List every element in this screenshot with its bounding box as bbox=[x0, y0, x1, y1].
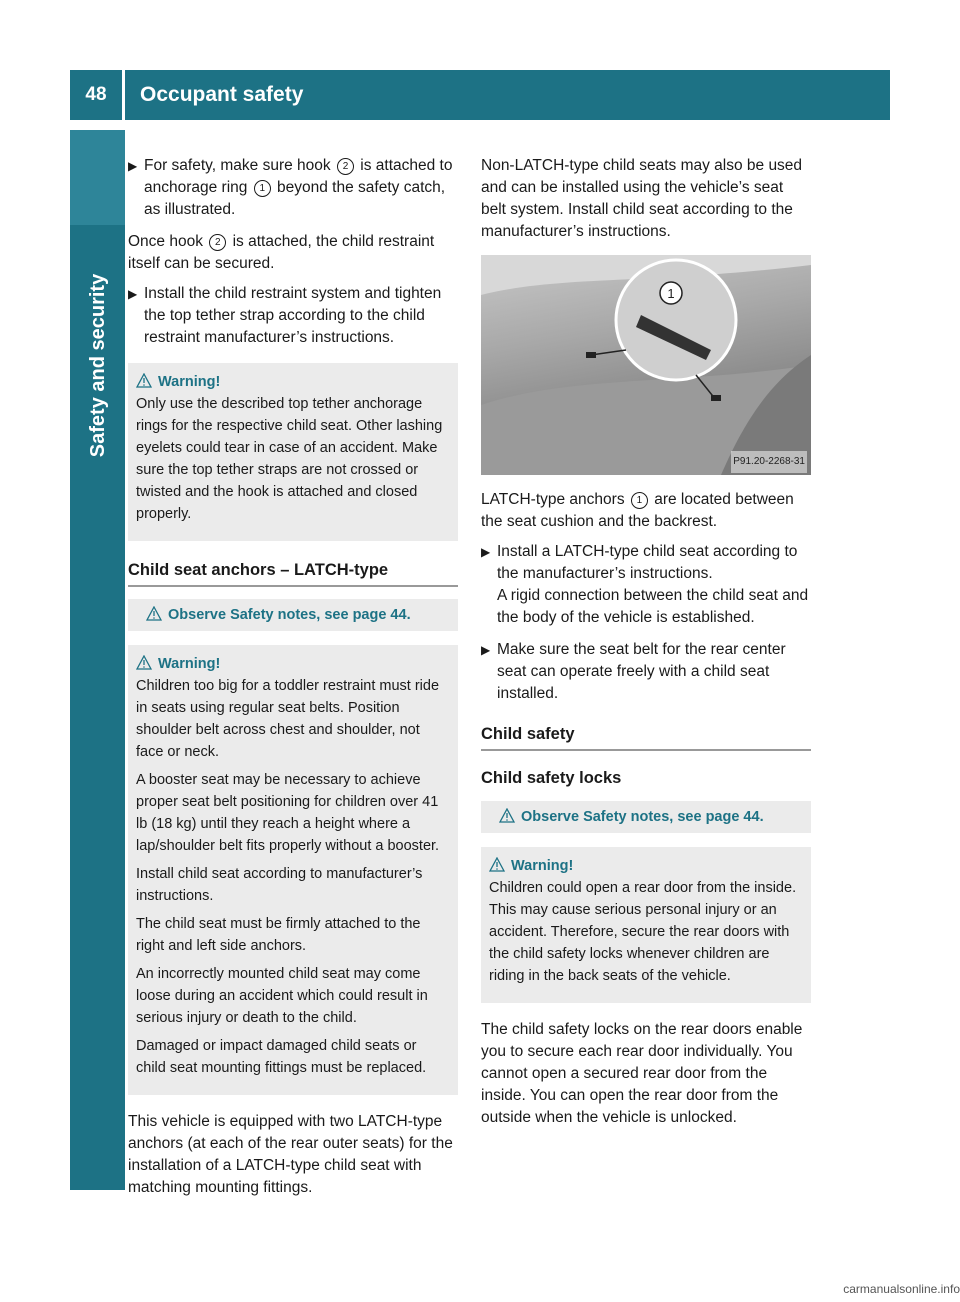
callout-2-icon: 2 bbox=[209, 234, 226, 251]
paragraph: Once hook 2 is attached, the child restraint itself can be secured. bbox=[128, 233, 435, 272]
page-number: 48 bbox=[70, 70, 125, 120]
warning-text: A booster seat may be necessary to achieve proper seat belt positioning for children over 41 lb (18 kg) until they reach a height where a lap/shoulder belt fits properly without a booster. bbox=[136, 772, 440, 854]
warning-text: Children could open a rear door from the inside. This may cause serious personal injury or an accident. Therefore, secure the rear doors with the child safety locks whenever children are riding in the back seats of the vehicle. bbox=[489, 880, 797, 984]
step-arrow-icon: ▶ bbox=[128, 159, 138, 173]
warning-box bbox=[128, 363, 458, 541]
paragraph: LATCH-type anchors 1 are located between the seat cushion and the backrest. bbox=[481, 491, 794, 530]
warning-triangle-icon bbox=[489, 857, 505, 872]
observe-note: Observe Safety notes, see page 44. bbox=[481, 801, 811, 833]
step-arrow-icon: ▶ bbox=[128, 287, 138, 301]
warning-text: Damaged or impact damaged child seats or child seat mounting fittings must be replaced. bbox=[136, 1038, 427, 1076]
paragraph: The child safety locks on the rear doors enable you to secure each rear door individually. You cannot open a secured rear door from the inside. You can open the rear door from the outside when the vehicle is unlocked. bbox=[481, 1021, 803, 1126]
warning-triangle-icon bbox=[146, 606, 162, 621]
paragraph: This vehicle is equipped with two LATCH-type anchors (at each of the rear outer seats) for the installation of a LATCH-type child seat with matching mounting fittings. bbox=[128, 1113, 453, 1196]
warning-text: Children too big for a toddler restraint must ride in seats using regular seat belts. Position shoulder belt across chest and shoulder, not face or neck. bbox=[136, 678, 440, 760]
observe-note: Observe Safety notes, see page 44. bbox=[128, 599, 458, 631]
callout-1-icon: 1 bbox=[254, 180, 271, 197]
callout-2-icon: 2 bbox=[337, 158, 354, 175]
warning-text: Install child seat according to manufacturer’s instructions. bbox=[136, 866, 423, 904]
callout-1-icon: 1 bbox=[631, 492, 648, 509]
warning-box bbox=[481, 847, 811, 1003]
warning-text: The child seat must be firmly attached to the right and left side anchors. bbox=[136, 916, 421, 954]
section-heading: Child safety bbox=[481, 723, 811, 751]
step-arrow-icon: ▶ bbox=[481, 545, 491, 559]
subsection-heading: Child safety locks bbox=[481, 769, 622, 787]
side-tab-label: Safety and security bbox=[87, 273, 110, 457]
step: ▶ For safety, make sure hook 2 is attached to anchorage ring 1 beyond the safety catch, as illustrated. bbox=[128, 157, 453, 218]
warning-text: Only use the described top tether anchorage rings for the respective child seat. Other lashing eyelets could tear in case of an accident. Make sure the top tether straps are not crossed or twisted and the hook is attached and closed properly. bbox=[136, 396, 443, 522]
warning-triangle-icon bbox=[499, 808, 515, 823]
warning-box bbox=[128, 645, 458, 1095]
right-column bbox=[481, 155, 811, 1137]
footer-watermark[interactable]: carmanualsonline.info bbox=[843, 1282, 960, 1296]
side-tab-label-wrap bbox=[85, 250, 113, 480]
warning-text: An incorrectly mounted child seat may come loose during an accident which could result in serious injury or death to the child. bbox=[136, 966, 428, 1026]
step-arrow-icon: ▶ bbox=[481, 643, 491, 657]
warning-title: Warning! bbox=[511, 855, 803, 877]
paragraph: Non-LATCH-type child seats may also be used and can be installed using the vehicle’s seat belt system. Install child seat according to the manufacturer’s instructions. bbox=[481, 157, 803, 240]
step: ▶ Install a LATCH-type child seat according to the manufacturer’s instructions. A rigid connection between the child seat and the body of the vehicle is established. bbox=[481, 543, 809, 626]
section-heading: Child seat anchors – LATCH-type bbox=[128, 559, 458, 587]
latch-anchor-illustration bbox=[481, 255, 811, 475]
section-title: Occupant safety bbox=[140, 83, 304, 106]
warning-triangle-icon bbox=[136, 373, 152, 388]
photo-code: P91.20-2268-31 bbox=[731, 451, 807, 473]
side-tab-block bbox=[70, 130, 125, 225]
left-column bbox=[128, 155, 458, 1207]
warning-title: Warning! bbox=[158, 653, 450, 675]
photo-callout: 1 bbox=[667, 286, 675, 301]
step: ▶ Make sure the seat belt for the rear center seat can operate freely with a child seat installed. bbox=[481, 641, 786, 702]
latch-anchor-photo bbox=[481, 255, 811, 475]
warning-title: Warning! bbox=[158, 371, 450, 393]
warning-triangle-icon bbox=[136, 655, 152, 670]
step: ▶ Install the child restraint system and tighten the top tether strap according to the child restraint manufacturer’s instructions. bbox=[128, 285, 442, 346]
